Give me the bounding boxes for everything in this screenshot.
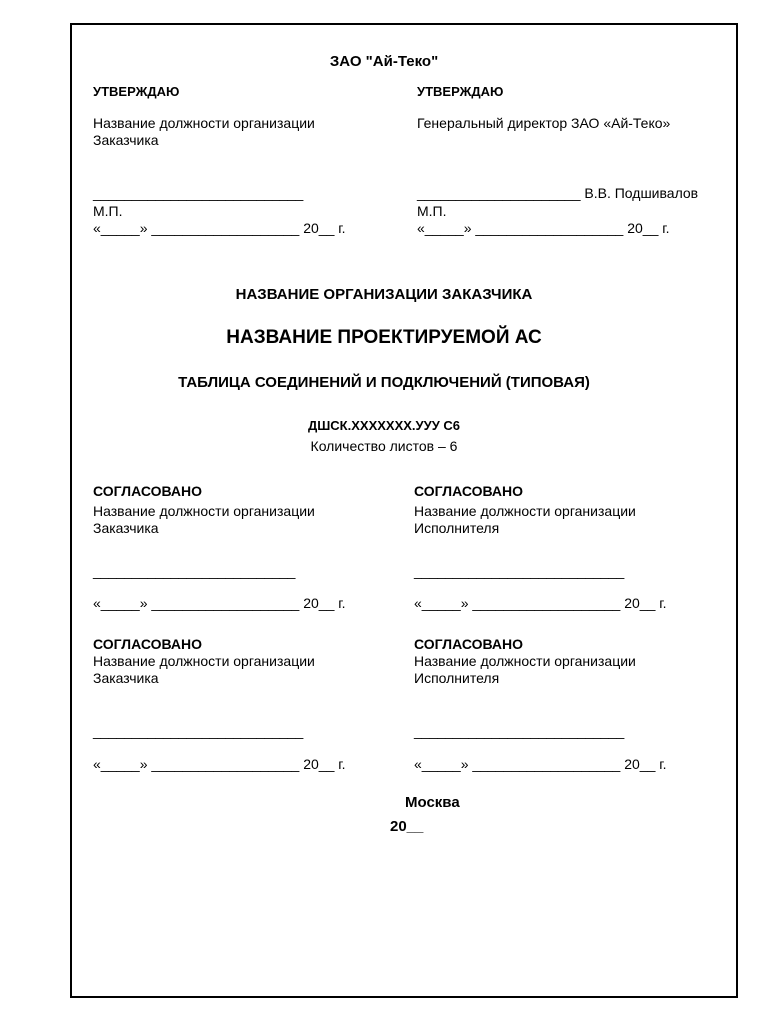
city: Москва bbox=[405, 794, 460, 811]
approve-left-signature-line: ___________________________ bbox=[93, 185, 304, 201]
sheet-count: Количество листов – 6 bbox=[310, 438, 458, 454]
document-title: ТАБЛИЦА СОЕДИНЕНИЙ И ПОДКЛЮЧЕНИЙ (ТИПОВАЯ) bbox=[178, 374, 590, 391]
agreed-2-left-signature-line: ___________________________ bbox=[93, 723, 304, 739]
agreed-1-right-heading: СОГЛАСОВАНО bbox=[414, 483, 523, 499]
approve-right-signature-line: _____________________ В.В. Подшивалов bbox=[417, 185, 699, 201]
approve-right-stamp: М.П. bbox=[417, 203, 447, 219]
agreed-1-right-position-1: Название должности организации bbox=[414, 503, 636, 519]
agreed-1-right-position-2: Исполнителя bbox=[414, 520, 500, 536]
year: 20__ bbox=[390, 818, 424, 835]
agreed-2-right-position-2: Исполнителя bbox=[414, 670, 500, 686]
approve-left-stamp: М.П. bbox=[93, 203, 123, 219]
approve-left-date: «_____» ___________________ 20__ г. bbox=[93, 220, 346, 236]
agreed-2-left-position-2: Заказчика bbox=[93, 670, 159, 686]
approve-right-position-1: Генеральный директор ЗАО «Ай-Теко» bbox=[417, 115, 671, 131]
agreed-1-left-position-1: Название должности организации bbox=[93, 503, 315, 519]
company-name: ЗАО "Ай-Теко" bbox=[329, 53, 439, 70]
agreed-1-left-heading: СОГЛАСОВАНО bbox=[93, 483, 202, 499]
system-title: НАЗВАНИЕ ПРОЕКТИРУЕМОЙ АС bbox=[226, 327, 542, 348]
agreed-2-left-heading: СОГЛАСОВАНО bbox=[93, 636, 202, 652]
agreed-1-right-date: «_____» ___________________ 20__ г. bbox=[414, 595, 667, 611]
agreed-1-right-signature-line: ___________________________ bbox=[414, 563, 625, 579]
agreed-2-right-heading: СОГЛАСОВАНО bbox=[414, 636, 523, 652]
approve-left-position-2: Заказчика bbox=[93, 132, 159, 148]
approve-right-date: «_____» ___________________ 20__ г. bbox=[417, 220, 670, 236]
approve-left-position-1: Название должности организации bbox=[93, 115, 315, 131]
approve-left-heading: УТВЕРЖДАЮ bbox=[93, 84, 180, 99]
agreed-2-left-date: «_____» ___________________ 20__ г. bbox=[93, 756, 346, 772]
document-code: ДШСК.XXXXXXX.УУУ С6 bbox=[307, 418, 461, 433]
agreed-2-right-date: «_____» ___________________ 20__ г. bbox=[414, 756, 667, 772]
organization-title: НАЗВАНИЕ ОРГАНИЗАЦИИ ЗАКАЗЧИКА bbox=[235, 286, 533, 303]
agreed-1-left-signature-line: __________________________ bbox=[93, 563, 296, 579]
agreed-1-left-date: «_____» ___________________ 20__ г. bbox=[93, 595, 346, 611]
agreed-2-right-position-1: Название должности организации bbox=[414, 653, 636, 669]
approve-right-heading: УТВЕРЖДАЮ bbox=[417, 84, 504, 99]
agreed-2-right-signature-line: ___________________________ bbox=[414, 723, 625, 739]
agreed-2-left-position-1: Название должности организации bbox=[93, 653, 315, 669]
agreed-1-left-position-2: Заказчика bbox=[93, 520, 159, 536]
